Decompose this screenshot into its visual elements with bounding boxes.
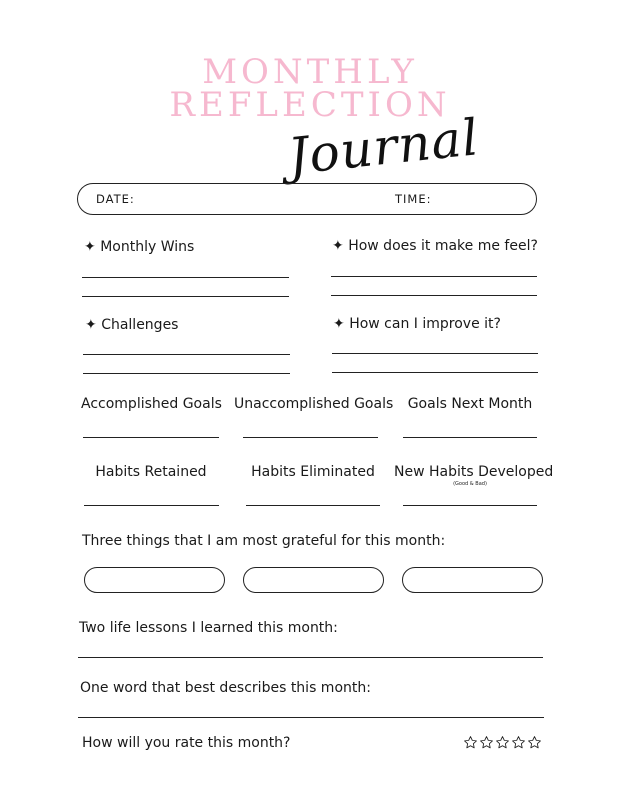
accomplished-goals-label: Accomplished Goals <box>81 396 222 412</box>
challenges-line-2[interactable] <box>83 373 290 374</box>
monthly-wins-line-2[interactable] <box>82 296 289 297</box>
habits-eliminated-label: Habits Eliminated <box>251 464 375 480</box>
star-icon[interactable] <box>463 735 478 750</box>
life-lessons-label: Two life lessons I learned this month: <box>79 620 338 636</box>
challenges-prompt <box>85 317 178 333</box>
habits-eliminated-line[interactable] <box>246 505 380 506</box>
feel-prompt <box>332 238 538 254</box>
grateful-box-2[interactable] <box>243 567 384 593</box>
monthly-wins-label: Monthly Wins <box>100 239 195 255</box>
unaccomplished-goals-label: Unaccomplished Goals <box>234 396 394 412</box>
star-icon[interactable] <box>479 735 494 750</box>
title-monthly: MONTHLY <box>202 52 418 92</box>
date-time-bar[interactable] <box>77 183 537 215</box>
accomplished-goals-line[interactable] <box>83 437 219 438</box>
monthly-wins-line-1[interactable] <box>82 277 289 278</box>
new-habits-label: New Habits Developed <box>394 464 554 480</box>
improve-line-1[interactable] <box>332 353 538 354</box>
improve-line-2[interactable] <box>332 372 538 373</box>
sparkle-icon: ✦ <box>85 317 97 333</box>
improve-prompt <box>333 316 501 332</box>
date-label: DATE: <box>96 192 135 206</box>
one-word-line[interactable] <box>78 717 544 718</box>
unaccomplished-goals-line[interactable] <box>243 437 378 438</box>
grateful-label: Three things that I am most grateful for this month: <box>82 533 446 549</box>
improve-label: How can I improve it? <box>349 316 501 332</box>
star-icon[interactable] <box>495 735 510 750</box>
title-journal-script: Journal <box>285 108 482 186</box>
feel-line-2[interactable] <box>331 295 537 296</box>
monthly-wins-prompt <box>84 239 194 255</box>
feel-label: How does it make me feel? <box>348 238 538 254</box>
habits-retained-label: Habits Retained <box>95 464 207 480</box>
feel-line-1[interactable] <box>331 276 537 277</box>
star-icon[interactable] <box>527 735 542 750</box>
habits-retained-line[interactable] <box>84 505 219 506</box>
sparkle-icon: ✦ <box>332 238 344 254</box>
new-habits-line[interactable] <box>403 505 537 506</box>
grateful-box-3[interactable] <box>402 567 543 593</box>
new-habits-note: (Good & Bad) <box>453 481 487 487</box>
goals-next-month-line[interactable] <box>403 437 537 438</box>
challenges-line-1[interactable] <box>83 354 290 355</box>
rating-label: How will you rate this month? <box>82 735 291 751</box>
sparkle-icon: ✦ <box>84 239 96 255</box>
title-reflection: REFLECTION <box>169 85 451 125</box>
grateful-box-1[interactable] <box>84 567 225 593</box>
one-word-label: One word that best describes this month: <box>80 680 371 696</box>
star-icon[interactable] <box>511 735 526 750</box>
time-label: TIME: <box>395 192 432 206</box>
goals-next-month-label: Goals Next Month <box>407 396 533 412</box>
sparkle-icon: ✦ <box>333 316 345 332</box>
life-lessons-line[interactable] <box>78 657 543 658</box>
challenges-label: Challenges <box>101 317 179 333</box>
rating-stars <box>463 735 542 750</box>
